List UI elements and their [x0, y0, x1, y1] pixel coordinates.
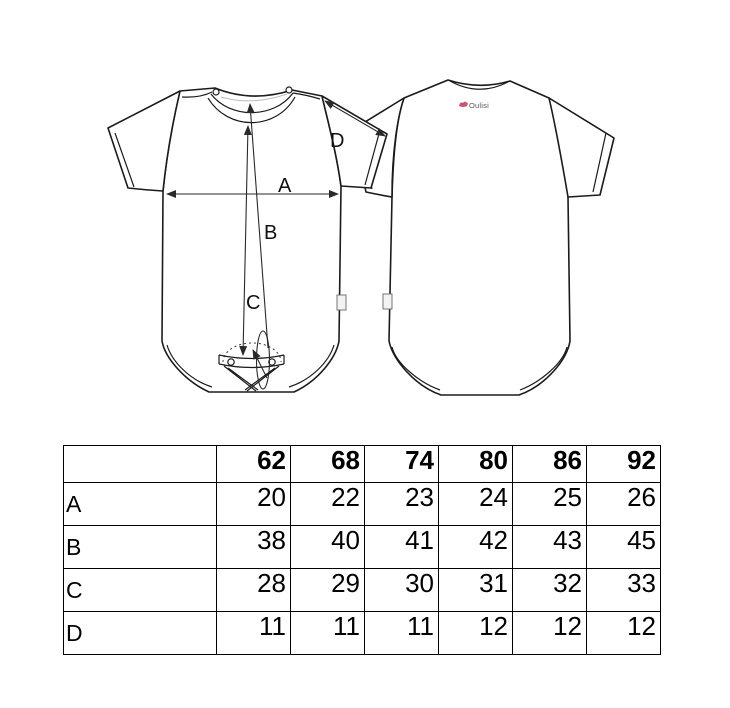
- size-column-header: 68: [291, 446, 365, 483]
- brand-logo-text: Oulisi: [469, 101, 489, 110]
- size-value-cell: 12: [439, 612, 513, 655]
- size-value-cell: 11: [217, 612, 291, 655]
- size-column-header: 80: [439, 446, 513, 483]
- table-row: [64, 612, 661, 655]
- measure-label-D: D: [330, 130, 345, 152]
- size-column-header: 86: [513, 446, 587, 483]
- front-care-label: [337, 295, 346, 310]
- size-column-header: 92: [587, 446, 661, 483]
- shoulder-snap-left-icon: [213, 89, 219, 95]
- measure-label-B: B: [264, 222, 278, 244]
- back-body-outline: [389, 80, 570, 395]
- size-value-cell: 45: [587, 526, 661, 569]
- size-value-cell: 22: [291, 483, 365, 526]
- size-value-cell: 28: [217, 569, 291, 612]
- size-value-cell: 20: [217, 483, 291, 526]
- measure-label-A: A: [278, 175, 292, 197]
- front-body-outline: [162, 88, 341, 392]
- size-value-cell: 26: [587, 483, 661, 526]
- row-label: A: [64, 483, 217, 526]
- table-row: [64, 526, 661, 569]
- size-value-cell: 24: [439, 483, 513, 526]
- size-value-cell: 38: [217, 526, 291, 569]
- size-value-cell: 33: [587, 569, 661, 612]
- row-label: B: [64, 526, 217, 569]
- size-value-cell: 12: [513, 612, 587, 655]
- row-label: C: [64, 569, 217, 612]
- size-value-cell: 42: [439, 526, 513, 569]
- size-column-header: 74: [365, 446, 439, 483]
- table-row: [64, 569, 661, 612]
- size-value-cell: 32: [513, 569, 587, 612]
- measure-label-C: C: [246, 292, 261, 314]
- shoulder-snap-right-icon: [286, 87, 292, 93]
- size-value-cell: 12: [587, 612, 661, 655]
- size-table-header-row: [64, 446, 661, 483]
- size-value-cell: 30: [365, 569, 439, 612]
- table-corner-cell: [64, 446, 217, 483]
- size-value-cell: 40: [291, 526, 365, 569]
- row-label: D: [64, 612, 217, 655]
- back-care-label: [383, 294, 392, 309]
- back-view-drawing: [352, 80, 614, 395]
- size-value-cell: 11: [291, 612, 365, 655]
- size-value-cell: 41: [365, 526, 439, 569]
- size-value-cell: 23: [365, 483, 439, 526]
- size-value-cell: 25: [513, 483, 587, 526]
- size-value-cell: 43: [513, 526, 587, 569]
- size-value-cell: 29: [291, 569, 365, 612]
- size-value-cell: 31: [439, 569, 513, 612]
- size-table: [63, 445, 661, 655]
- size-column-header: 62: [217, 446, 291, 483]
- crotch-snap-left-icon: [228, 359, 234, 365]
- table-row: [64, 483, 661, 526]
- size-value-cell: 11: [365, 612, 439, 655]
